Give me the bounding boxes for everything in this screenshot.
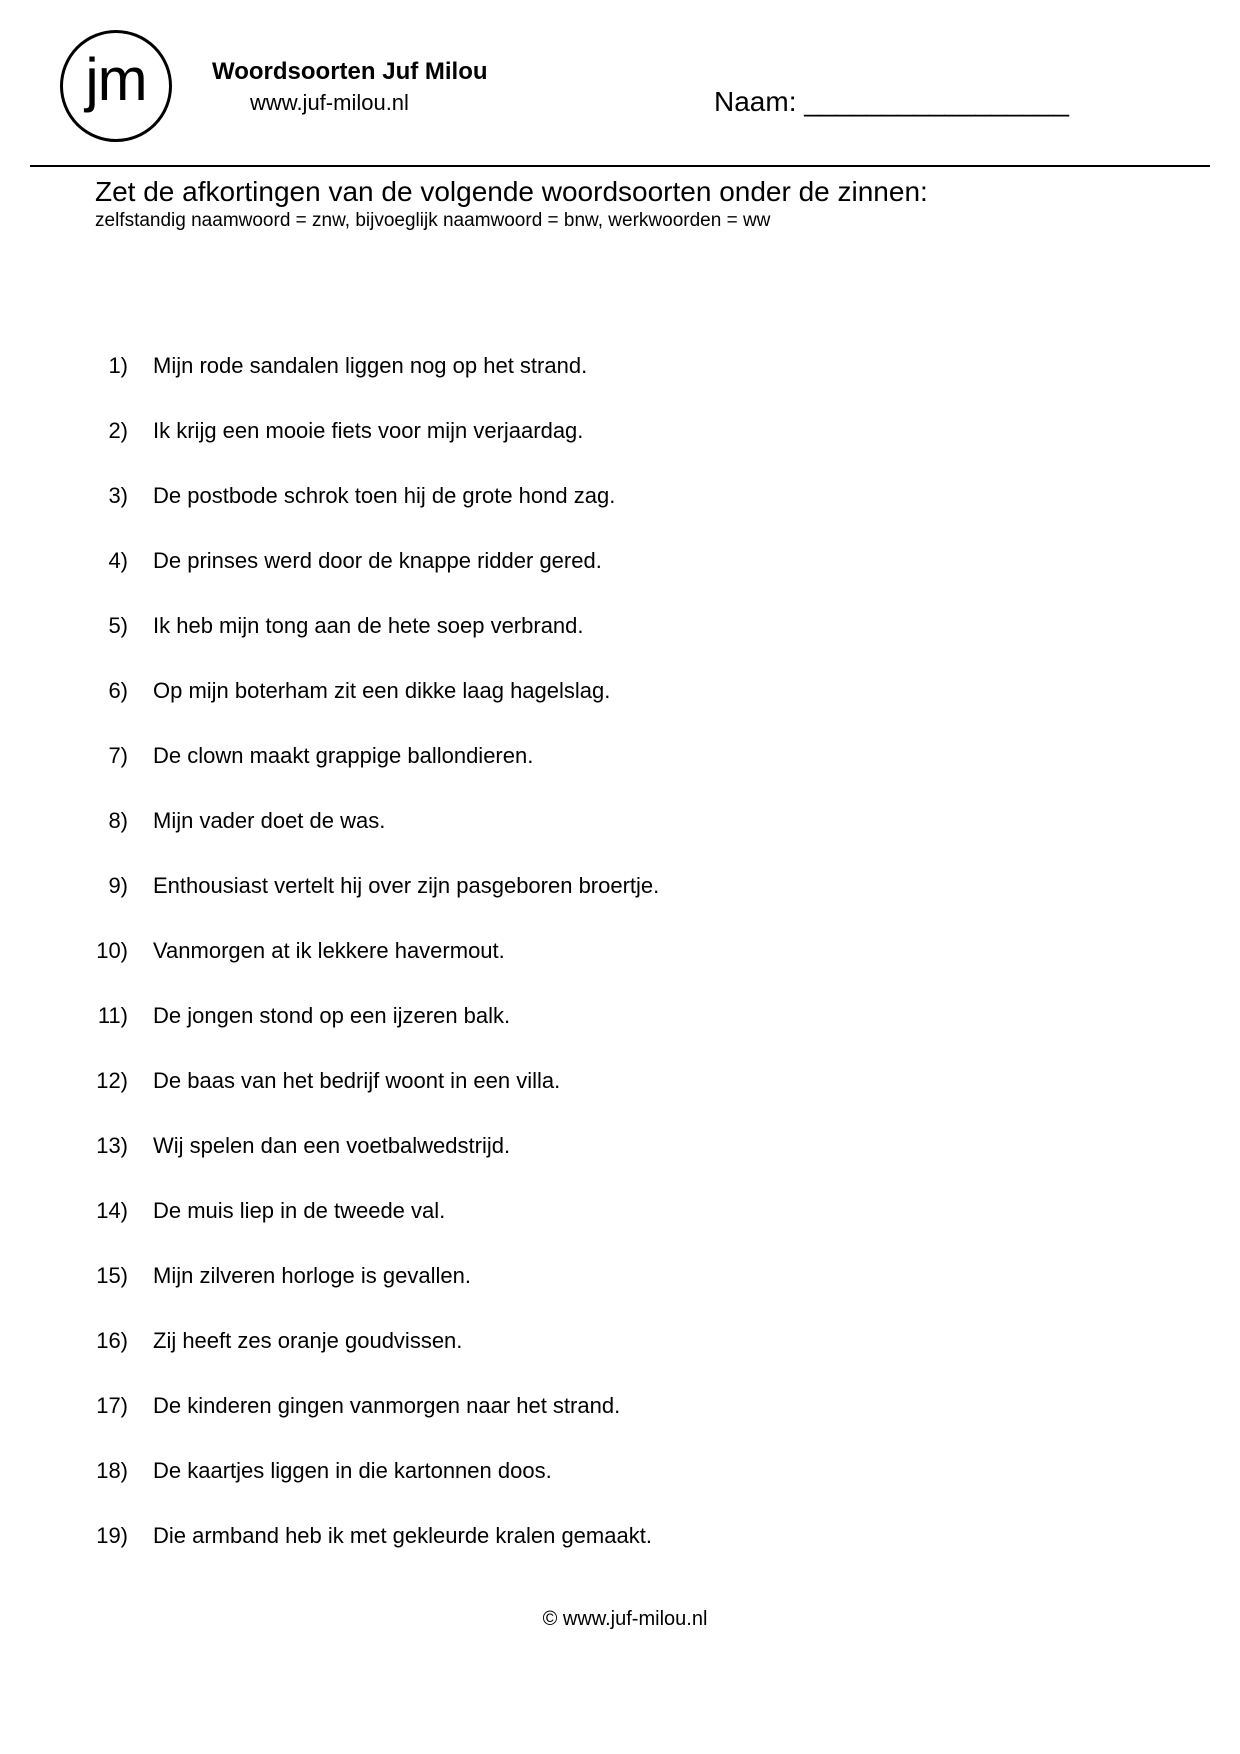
name-field: Naam: _________________ <box>714 86 1069 117</box>
sentence-number: 14) <box>96 1198 128 1223</box>
brand-url: www.juf-milou.nl <box>250 90 409 115</box>
sentence-number: 18) <box>96 1458 128 1483</box>
sentence-number: 19) <box>96 1523 128 1548</box>
sentence-number: 7) <box>108 743 128 768</box>
sentence-text: De postbode schrok toen hij de grote hond zag. <box>153 483 616 508</box>
sentence-text: De prinses werd door de knappe ridder gered. <box>153 548 602 573</box>
sentence-text: Zij heeft zes oranje goudvissen. <box>153 1328 463 1353</box>
sentence-number: 5) <box>108 613 128 638</box>
sentence-number: 9) <box>108 873 128 898</box>
logo <box>60 30 172 142</box>
sentence-text: Mijn zilveren horloge is gevallen. <box>153 1263 471 1288</box>
sentence-text: Ik krijg een mooie fiets voor mijn verjaardag. <box>153 418 584 443</box>
sentence-text: Wij spelen dan een voetbalwedstrijd. <box>153 1133 511 1158</box>
sentence-text: Ik heb mijn tong aan de hete soep verbrand. <box>153 613 584 638</box>
instruction-legend: zelfstandig naamwoord = znw, bijvoeglijk naamwoord = bnw, werkwoorden = ww <box>95 210 771 231</box>
sentence-text: Mijn vader doet de was. <box>153 808 386 833</box>
brand-title: Woordsoorten Juf Milou <box>212 58 488 85</box>
logo-text: jm <box>85 46 147 113</box>
sentence-number: 6) <box>108 678 128 703</box>
sentence-number: 2) <box>108 418 128 443</box>
sentence-text: De baas van het bedrijf woont in een villa. <box>153 1068 561 1093</box>
footer-copyright: © www.juf-milou.nl <box>542 1608 708 1630</box>
sentence-text: Mijn rode sandalen liggen nog op het strand. <box>153 353 588 378</box>
sentence-number: 8) <box>108 808 128 833</box>
sentence-number: 12) <box>96 1068 128 1093</box>
sentence-number: 16) <box>96 1328 128 1353</box>
sentence-text: De clown maakt grappige ballondieren. <box>153 743 534 768</box>
sentence-text: Enthousiast vertelt hij over zijn pasgeboren broertje. <box>153 873 660 898</box>
sentence-number: 3) <box>108 483 128 508</box>
sentence-number: 13) <box>96 1133 128 1158</box>
sentence-text: De muis liep in de tweede val. <box>153 1198 446 1223</box>
sentence-number: 17) <box>96 1393 128 1418</box>
sentence-text: De jongen stond op een ijzeren balk. <box>153 1003 511 1028</box>
sentence-text: Vanmorgen at ik lekkere havermout. <box>153 938 505 963</box>
instruction-heading: Zet de afkortingen van de volgende woordsoorten onder de zinnen: <box>95 176 928 207</box>
sentence-text: Op mijn boterham zit een dikke laag hagelslag. <box>153 678 611 703</box>
sentence-number: 11) <box>97 1003 128 1028</box>
header-divider <box>30 165 1210 167</box>
sentence-text: De kaartjes liggen in die kartonnen doos. <box>153 1458 552 1483</box>
sentence-text: De kinderen gingen vanmorgen naar het strand. <box>153 1393 621 1418</box>
sentence-number: 10) <box>96 938 128 963</box>
sentence-number: 1) <box>108 353 128 378</box>
sentence-number: 4) <box>108 548 128 573</box>
sentence-text: Die armband heb ik met gekleurde kralen gemaakt. <box>153 1523 652 1548</box>
sentence-number: 15) <box>96 1263 128 1288</box>
